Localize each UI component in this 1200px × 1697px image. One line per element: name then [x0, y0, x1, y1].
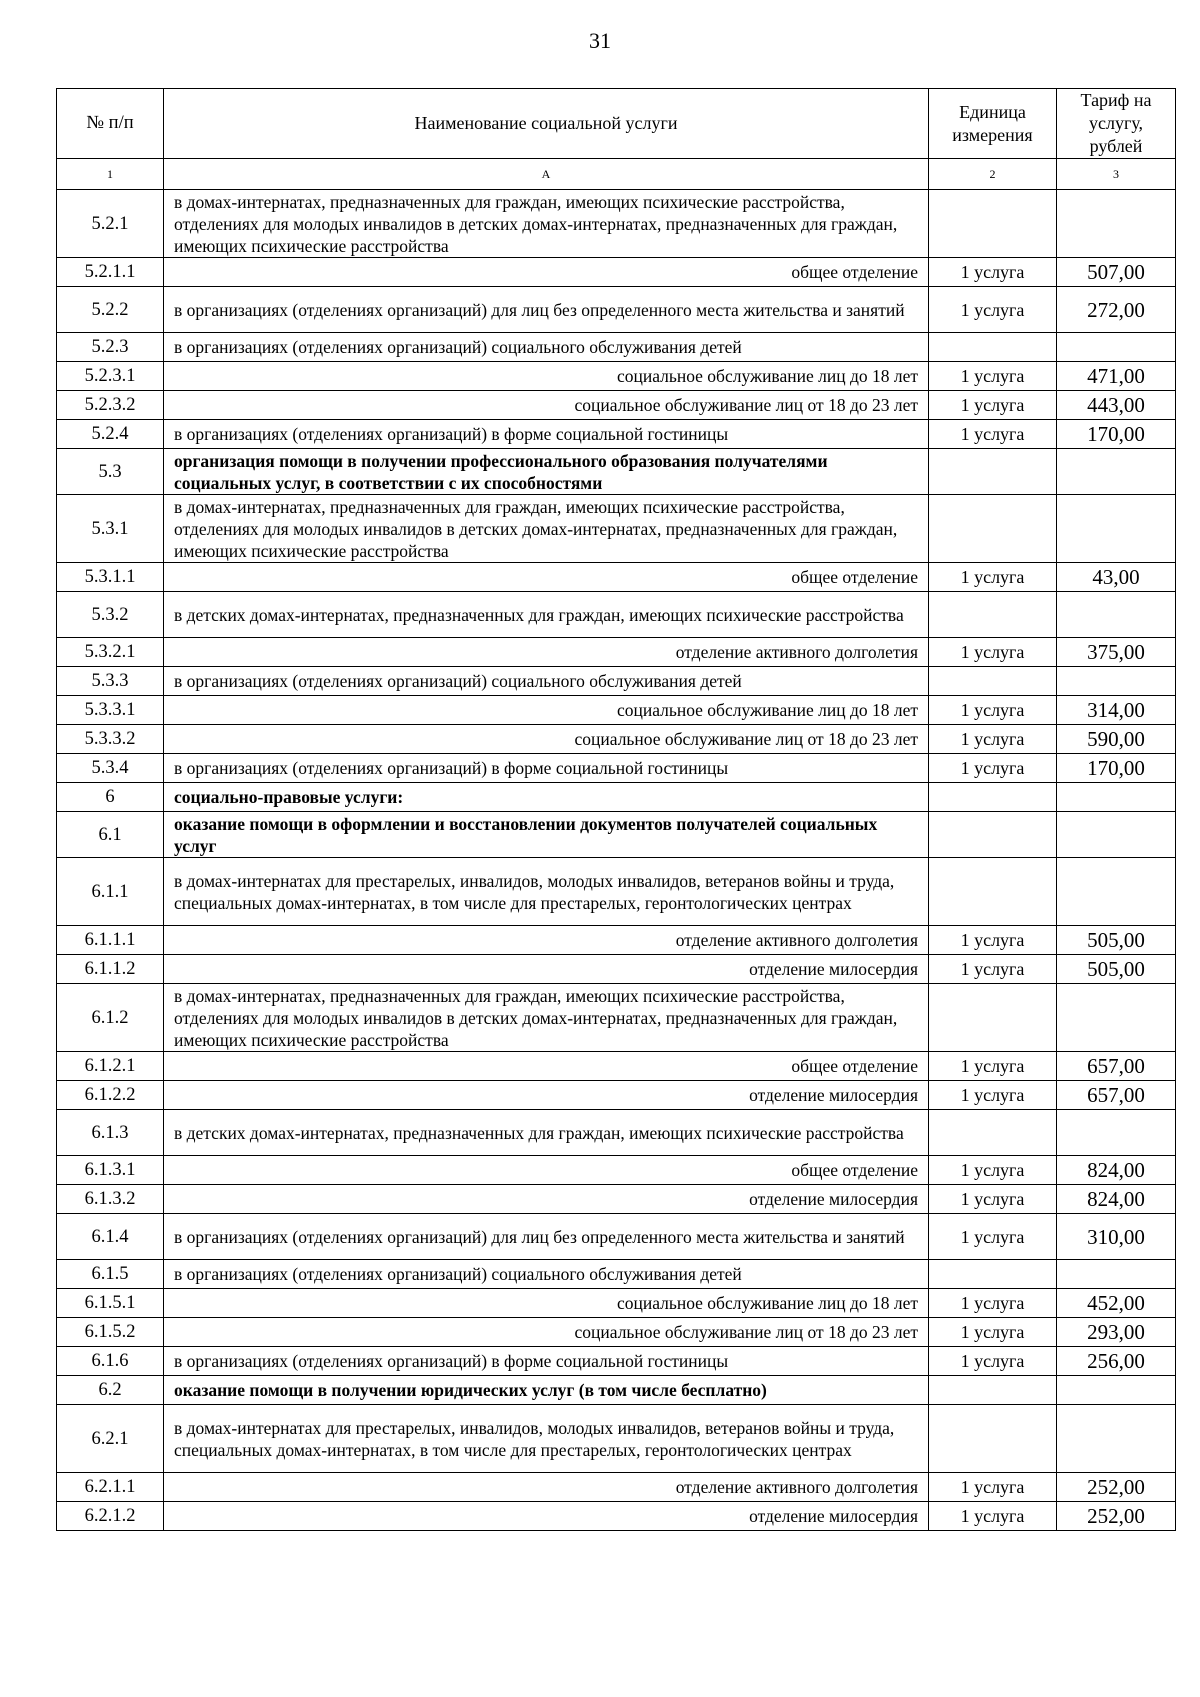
tariff-value [1057, 783, 1176, 812]
unit-of-measure [929, 1110, 1057, 1156]
service-name: в домах-интернатах для престарелых, инвалидов, молодых инвалидов, ветеранов войны и труда, специальных домах-интернатах, в том числе для престарелых, геронтологических центрах [164, 858, 929, 926]
service-name: общее отделение [164, 1052, 929, 1081]
row-number: 5.2.2 [57, 287, 164, 333]
row-number: 6.1.1.1 [57, 926, 164, 955]
row-number: 5.2.3.2 [57, 391, 164, 420]
service-name: социальное обслуживание лиц от 18 до 23 лет [164, 391, 929, 420]
tariff-value [1057, 667, 1176, 696]
tariff-value: 252,00 [1057, 1473, 1176, 1502]
tariff-value [1057, 1376, 1176, 1405]
header-service-name: Наименование социальной услуги [164, 89, 929, 159]
column-index-name: А [164, 159, 929, 190]
service-name: в детских домах-интернатах, предназначенных для граждан, имеющих психические расстройства [164, 592, 929, 638]
column-index-unit: 2 [929, 159, 1057, 190]
row-number: 5.3.3.1 [57, 696, 164, 725]
header-unit: Единица измерения [929, 89, 1057, 159]
table-row [57, 955, 1176, 984]
table-row [57, 667, 1176, 696]
tariff-value: 824,00 [1057, 1185, 1176, 1214]
service-name: отделение милосердия [164, 1185, 929, 1214]
tariff-value: 657,00 [1057, 1081, 1176, 1110]
service-name: отделение активного долголетия [164, 926, 929, 955]
table-row [57, 783, 1176, 812]
service-name: социальное обслуживание лиц от 18 до 23 лет [164, 1318, 929, 1347]
unit-of-measure [929, 812, 1057, 858]
tariff-value [1057, 449, 1176, 495]
tariff-value: 657,00 [1057, 1052, 1176, 1081]
table-row [57, 495, 1176, 563]
unit-of-measure: 1 услуга [929, 287, 1057, 333]
unit-of-measure: 1 услуга [929, 1473, 1057, 1502]
table-row [57, 638, 1176, 667]
column-index-tariff: 3 [1057, 159, 1176, 190]
header-number: № п/п [57, 89, 164, 159]
unit-of-measure: 1 услуга [929, 926, 1057, 955]
unit-of-measure [929, 592, 1057, 638]
unit-of-measure: 1 услуга [929, 696, 1057, 725]
row-number: 6.1.3 [57, 1110, 164, 1156]
tariff-value: 293,00 [1057, 1318, 1176, 1347]
unit-of-measure: 1 услуга [929, 1289, 1057, 1318]
tariff-value: 170,00 [1057, 754, 1176, 783]
service-name: в домах-интернатах, предназначенных для граждан, имеющих психические расстройства, отделениях для молодых инвалидов в детских домах-интернатах, предназначенных для граждан, имеющих психические расстройства [164, 984, 929, 1052]
tariff-value [1057, 858, 1176, 926]
unit-of-measure [929, 783, 1057, 812]
unit-of-measure: 1 услуга [929, 955, 1057, 984]
service-name: в детских домах-интернатах, предназначенных для граждан, имеющих психические расстройства [164, 1110, 929, 1156]
row-number: 5.3.1.1 [57, 563, 164, 592]
row-number: 6.1 [57, 812, 164, 858]
tariff-value: 590,00 [1057, 725, 1176, 754]
tariff-value [1057, 812, 1176, 858]
row-number: 6.2 [57, 1376, 164, 1405]
table-row [57, 725, 1176, 754]
service-name: оказание помощи в получении юридических услуг (в том числе бесплатно) [164, 1376, 929, 1405]
unit-of-measure: 1 услуга [929, 1214, 1057, 1260]
table-row [57, 1052, 1176, 1081]
service-name: социальное обслуживание лиц до 18 лет [164, 696, 929, 725]
unit-of-measure: 1 услуга [929, 391, 1057, 420]
service-name: отделение милосердия [164, 1081, 929, 1110]
service-name: отделение активного долголетия [164, 1473, 929, 1502]
unit-of-measure: 1 услуга [929, 258, 1057, 287]
tariff-value [1057, 190, 1176, 258]
service-name: в организациях (отделениях организаций) социального обслуживания детей [164, 667, 929, 696]
row-number: 5.3 [57, 449, 164, 495]
tariff-value: 824,00 [1057, 1156, 1176, 1185]
row-number: 5.2.1.1 [57, 258, 164, 287]
unit-of-measure [929, 1405, 1057, 1473]
row-number: 5.3.2 [57, 592, 164, 638]
unit-of-measure [929, 1260, 1057, 1289]
table-row [57, 1185, 1176, 1214]
column-index-number: 1 [57, 159, 164, 190]
unit-of-measure: 1 услуга [929, 638, 1057, 667]
tariff-value: 375,00 [1057, 638, 1176, 667]
tariff-value: 252,00 [1057, 1502, 1176, 1531]
tariff-value [1057, 1110, 1176, 1156]
service-name: в домах-интернатах для престарелых, инвалидов, молодых инвалидов, ветеранов войны и труда, специальных домах-интернатах, в том числе для престарелых, геронтологических центрах [164, 1405, 929, 1473]
unit-of-measure [929, 333, 1057, 362]
table-row [57, 754, 1176, 783]
unit-of-measure [929, 1376, 1057, 1405]
table-row [57, 420, 1176, 449]
unit-of-measure: 1 услуга [929, 1081, 1057, 1110]
service-name: оказание помощи в оформлении и восстановлении документов получателей социальных услуг [164, 812, 929, 858]
table-row [57, 190, 1176, 258]
unit-of-measure [929, 858, 1057, 926]
unit-of-measure [929, 495, 1057, 563]
unit-of-measure: 1 услуга [929, 1347, 1057, 1376]
service-name: социальное обслуживание лиц от 18 до 23 лет [164, 725, 929, 754]
unit-of-measure: 1 услуга [929, 754, 1057, 783]
table-row [57, 287, 1176, 333]
page-number: 31 [589, 28, 611, 53]
table-row [57, 1376, 1176, 1405]
row-number: 6.1.2.2 [57, 1081, 164, 1110]
service-name: в организациях (отделениях организаций) в форме социальной гостиницы [164, 420, 929, 449]
row-number: 5.2.3 [57, 333, 164, 362]
unit-of-measure: 1 услуга [929, 1318, 1057, 1347]
tariff-value [1057, 495, 1176, 563]
tariff-value: 256,00 [1057, 1347, 1176, 1376]
unit-of-measure: 1 услуга [929, 1502, 1057, 1531]
row-number: 6.1.3.1 [57, 1156, 164, 1185]
tariff-value [1057, 1260, 1176, 1289]
table-row [57, 1405, 1176, 1473]
service-name: отделение милосердия [164, 1502, 929, 1531]
tariff-value: 471,00 [1057, 362, 1176, 391]
table-body [57, 190, 1176, 1531]
tariff-value: 505,00 [1057, 955, 1176, 984]
tariff-table [56, 88, 1176, 1531]
header-tariff: Тариф на услугу, рублей [1057, 89, 1176, 159]
row-number: 6.1.1 [57, 858, 164, 926]
service-name: в организациях (отделениях организаций) для лиц без определенного места жительства и занятий [164, 287, 929, 333]
unit-of-measure: 1 услуга [929, 420, 1057, 449]
table-row [57, 1502, 1176, 1531]
row-number: 6 [57, 783, 164, 812]
row-number: 5.3.3 [57, 667, 164, 696]
row-number: 6.1.1.2 [57, 955, 164, 984]
table-row [57, 333, 1176, 362]
table-row [57, 563, 1176, 592]
table-row [57, 1347, 1176, 1376]
table-row [57, 258, 1176, 287]
service-name: в организациях (отделениях организаций) для лиц без определенного места жительства и занятий [164, 1214, 929, 1260]
table-row [57, 1081, 1176, 1110]
service-name: отделение милосердия [164, 955, 929, 984]
unit-of-measure: 1 услуга [929, 725, 1057, 754]
row-number: 5.2.3.1 [57, 362, 164, 391]
unit-of-measure [929, 449, 1057, 495]
unit-of-measure [929, 984, 1057, 1052]
unit-of-measure: 1 услуга [929, 1052, 1057, 1081]
unit-of-measure: 1 услуга [929, 362, 1057, 391]
row-number: 6.1.6 [57, 1347, 164, 1376]
column-index-row [57, 159, 1176, 190]
table-row [57, 926, 1176, 955]
table-row [57, 1318, 1176, 1347]
service-name: социальное обслуживание лиц до 18 лет [164, 362, 929, 391]
service-name: в домах-интернатах, предназначенных для граждан, имеющих психические расстройства, отделениях для молодых инвалидов в детских домах-интернатах, предназначенных для граждан, имеющих психические расстройства [164, 495, 929, 563]
tariff-value [1057, 984, 1176, 1052]
table-row [57, 449, 1176, 495]
table-row [57, 391, 1176, 420]
unit-of-measure: 1 услуга [929, 1185, 1057, 1214]
row-number: 5.2.4 [57, 420, 164, 449]
tariff-value [1057, 1405, 1176, 1473]
row-number: 6.1.2.1 [57, 1052, 164, 1081]
table-row [57, 1110, 1176, 1156]
unit-of-measure [929, 667, 1057, 696]
row-number: 6.1.5.2 [57, 1318, 164, 1347]
tariff-value: 505,00 [1057, 926, 1176, 955]
tariff-value [1057, 333, 1176, 362]
tariff-value: 170,00 [1057, 420, 1176, 449]
tariff-value: 272,00 [1057, 287, 1176, 333]
tariff-value: 310,00 [1057, 1214, 1176, 1260]
table-header-row [57, 89, 1176, 159]
row-number: 6.2.1 [57, 1405, 164, 1473]
service-name: в организациях (отделениях организаций) социального обслуживания детей [164, 333, 929, 362]
row-number: 6.1.5.1 [57, 1289, 164, 1318]
table-row [57, 1214, 1176, 1260]
service-name: организация помощи в получении профессионального образования получателями социальных услуг, в соответствии с их способностями [164, 449, 929, 495]
service-name: общее отделение [164, 1156, 929, 1185]
row-number: 5.2.1 [57, 190, 164, 258]
service-name: социально-правовые услуги: [164, 783, 929, 812]
tariff-value: 507,00 [1057, 258, 1176, 287]
table-row [57, 1289, 1176, 1318]
table-row [57, 696, 1176, 725]
service-name: общее отделение [164, 258, 929, 287]
service-name: в организациях (отделениях организаций) в форме социальной гостиницы [164, 1347, 929, 1376]
row-number: 5.3.2.1 [57, 638, 164, 667]
table-row [57, 592, 1176, 638]
row-number: 6.1.4 [57, 1214, 164, 1260]
tariff-value: 452,00 [1057, 1289, 1176, 1318]
service-name: отделение активного долголетия [164, 638, 929, 667]
row-number: 6.1.5 [57, 1260, 164, 1289]
service-name: в домах-интернатах, предназначенных для граждан, имеющих психические расстройства, отделениях для молодых инвалидов в детских домах-интернатах, предназначенных для граждан, имеющих психические расстройства [164, 190, 929, 258]
service-name: в организациях (отделениях организаций) социального обслуживания детей [164, 1260, 929, 1289]
table-row [57, 1473, 1176, 1502]
service-name: общее отделение [164, 563, 929, 592]
table-row [57, 362, 1176, 391]
service-name: социальное обслуживание лиц до 18 лет [164, 1289, 929, 1318]
unit-of-measure [929, 190, 1057, 258]
service-name: в организациях (отделениях организаций) в форме социальной гостиницы [164, 754, 929, 783]
table-row [57, 858, 1176, 926]
table-row [57, 1260, 1176, 1289]
row-number: 5.3.4 [57, 754, 164, 783]
row-number: 6.1.3.2 [57, 1185, 164, 1214]
tariff-value: 443,00 [1057, 391, 1176, 420]
row-number: 5.3.3.2 [57, 725, 164, 754]
table-row [57, 812, 1176, 858]
table-row [57, 984, 1176, 1052]
row-number: 6.2.1.1 [57, 1473, 164, 1502]
tariff-value [1057, 592, 1176, 638]
tariff-value: 314,00 [1057, 696, 1176, 725]
row-number: 6.1.2 [57, 984, 164, 1052]
unit-of-measure: 1 услуга [929, 1156, 1057, 1185]
row-number: 5.3.1 [57, 495, 164, 563]
row-number: 6.2.1.2 [57, 1502, 164, 1531]
unit-of-measure: 1 услуга [929, 563, 1057, 592]
tariff-value: 43,00 [1057, 563, 1176, 592]
table-row [57, 1156, 1176, 1185]
